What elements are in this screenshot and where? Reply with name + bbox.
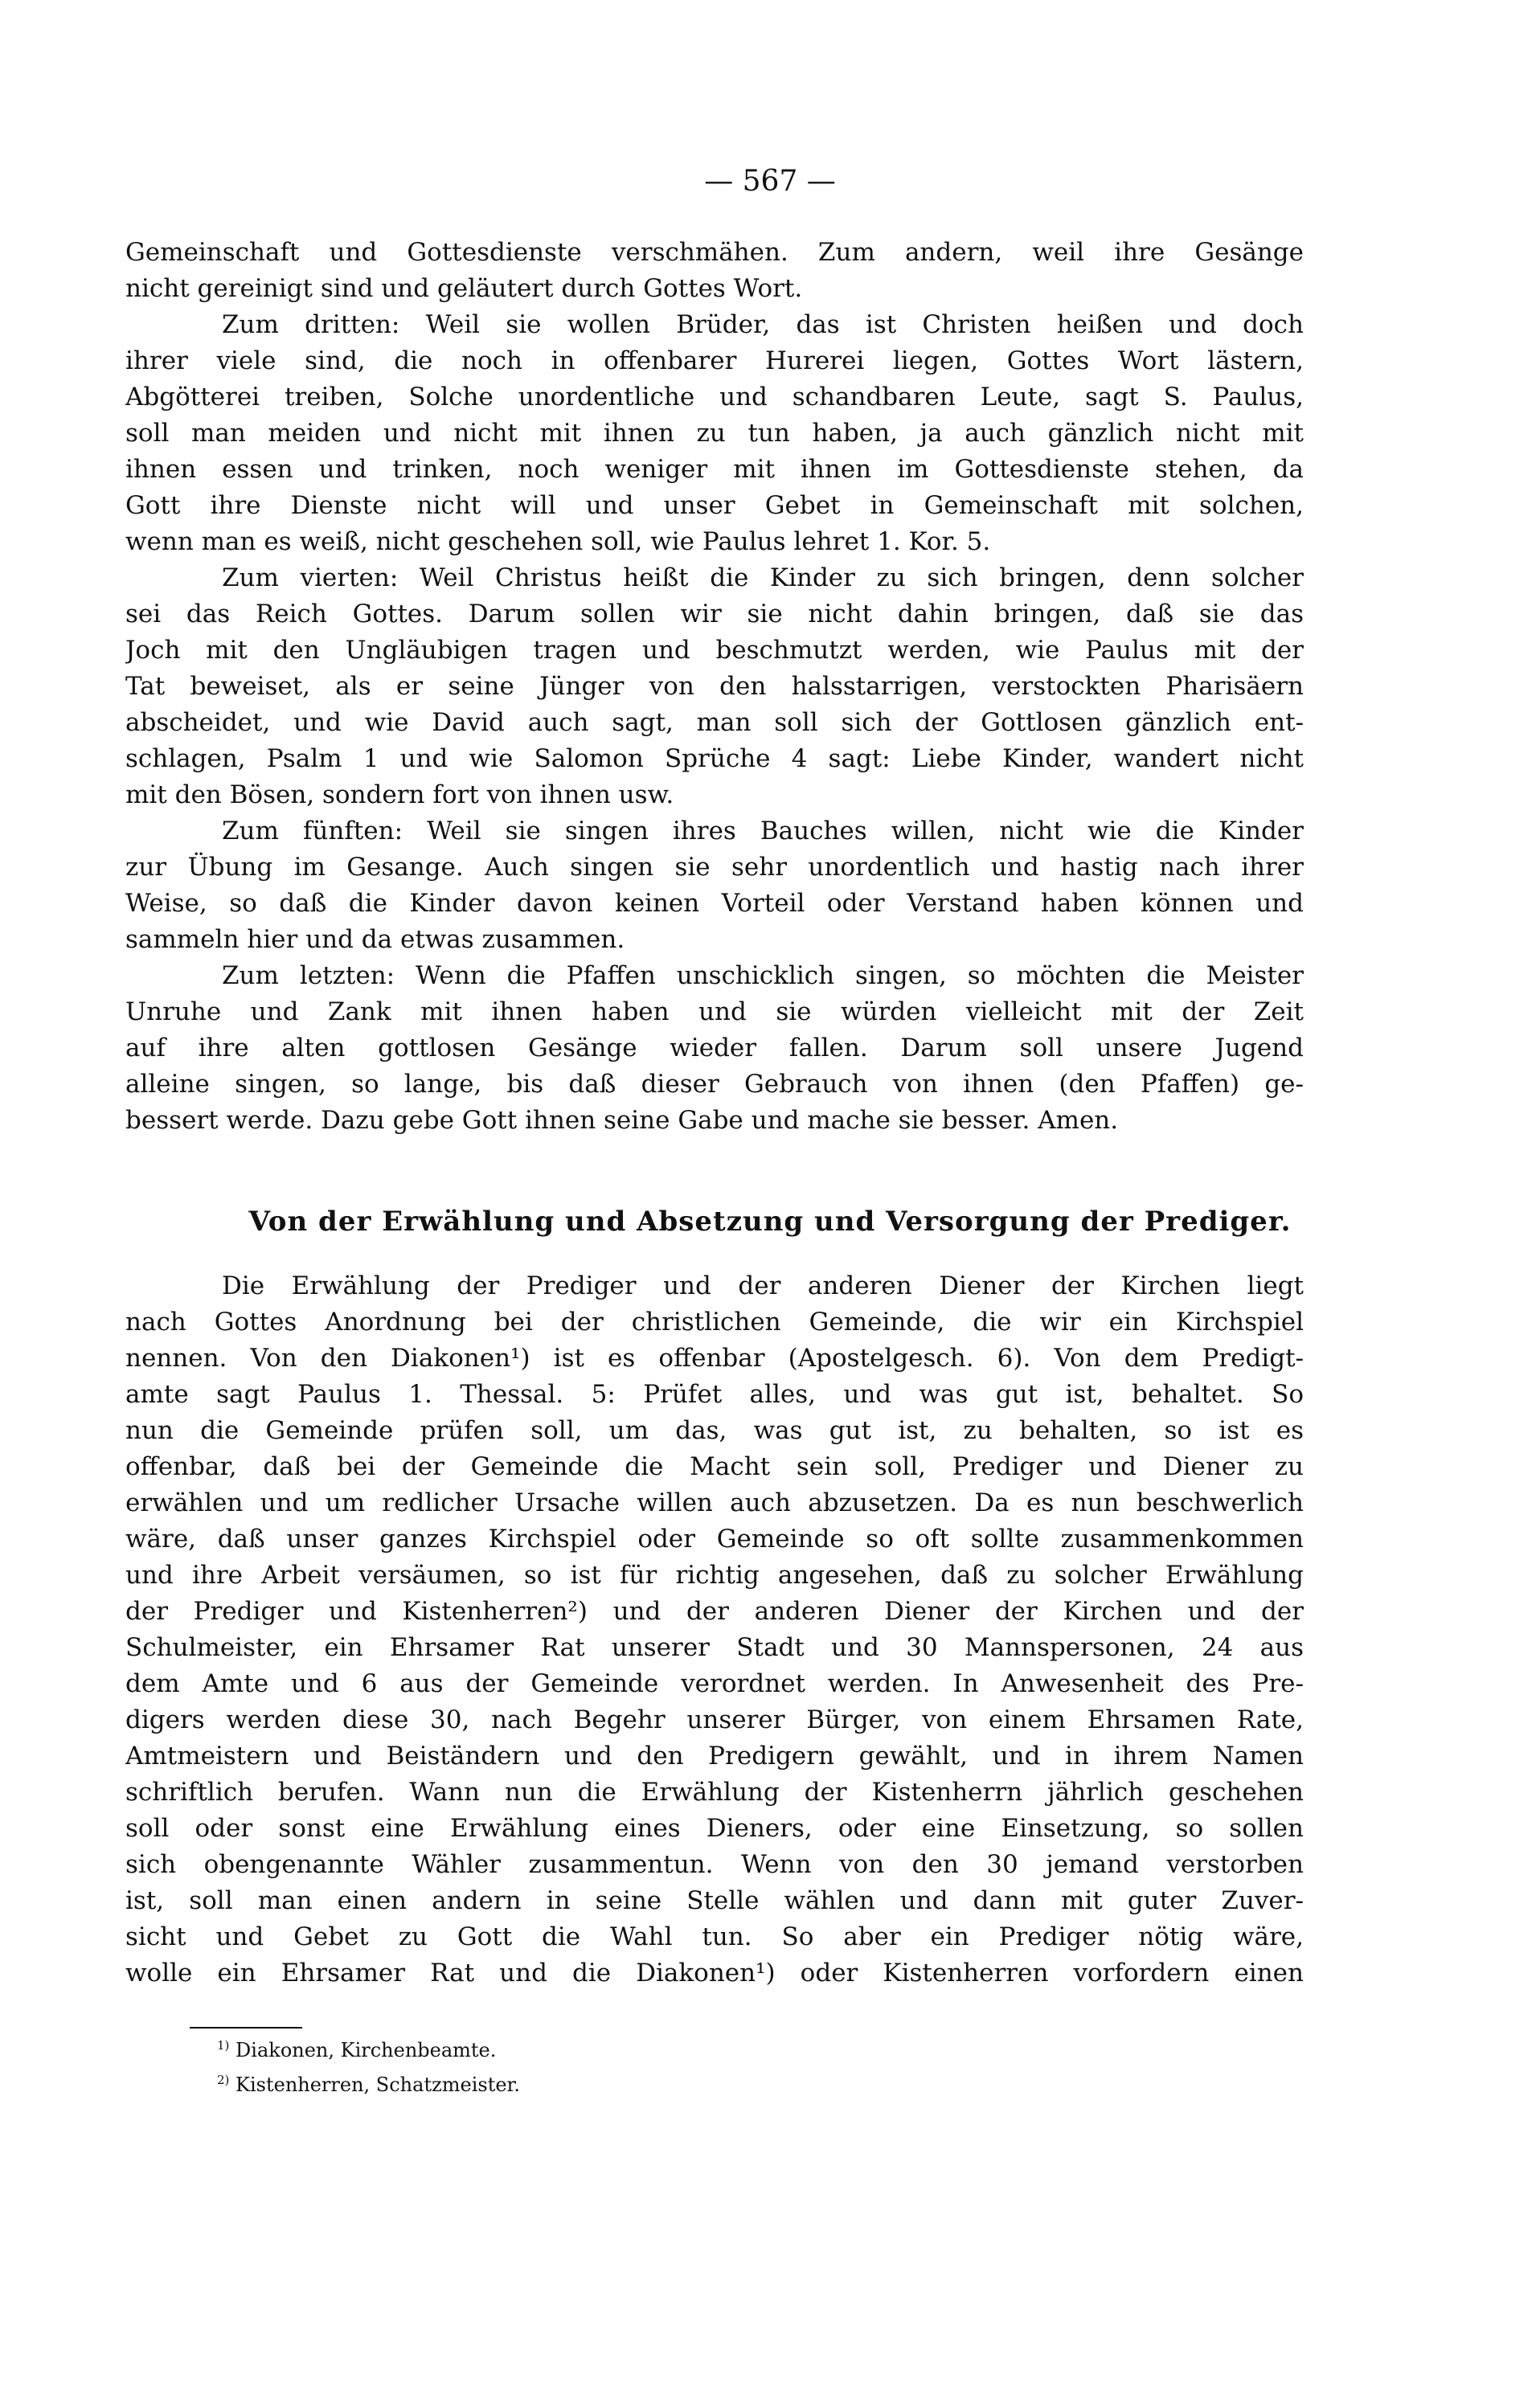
text-line: soll man meiden und nicht mit ihnen zu tun haben, ja auch gänzlich nicht mit bbox=[125, 419, 1304, 448]
section-heading: Von der Erwählung und Absetzung und Versorgung der Prediger. bbox=[248, 1206, 1292, 1238]
footnote-mark: 2) bbox=[217, 2073, 230, 2087]
text-line: ist, soll man einen andern in seine Stelle wählen und dann mit guter Zuver- bbox=[125, 1886, 1304, 1915]
text-line: Weise, so daß die Kinder davon keinen Vorteil oder Verstand haben können und bbox=[125, 889, 1304, 918]
text-line: sammeln hier und da etwas zusammen. bbox=[125, 925, 625, 954]
paragraph bbox=[125, 958, 1304, 1139]
footnote-mark: 1) bbox=[217, 2038, 230, 2053]
text-line: amte sagt Paulus 1. Thessal. 5: Prüfet alles, und was gut ist, behaltet. So bbox=[125, 1380, 1304, 1409]
footnote-text: Kistenherren, Schatzmeister. bbox=[236, 2074, 520, 2096]
text-line: wenn man es weiß, nicht geschehen soll, wie Paulus lehret 1. Kor. 5. bbox=[125, 527, 991, 556]
footnote-text: Diakonen, Kirchenbeamte. bbox=[236, 2039, 497, 2061]
text-line: sei das Reich Gottes. Darum sollen wir sie nicht dahin bringen, daß sie das bbox=[125, 600, 1304, 628]
text-line: auf ihre alten gottlosen Gesänge wieder fallen. Darum soll unsere Jugend bbox=[125, 1034, 1304, 1062]
text-line: zur Übung im Gesange. Auch singen sie sehr unordentlich und hastig nach ihrer bbox=[125, 853, 1304, 882]
text-line: mit den Bösen, sondern fort von ihnen usw. bbox=[125, 780, 674, 809]
text-line: wolle ein Ehrsamer Rat und die Diakonen¹) oder Kistenherren vorfordern einen bbox=[125, 1959, 1304, 1988]
text-line: nicht gereinigt sind und geläutert durch Gottes Wort. bbox=[125, 274, 803, 303]
text-line: Amtmeistern und Beiständern und den Predigern gewählt, und in ihrem Namen bbox=[125, 1742, 1304, 1771]
text-line: Tat beweiset, als er seine Jünger von den halsstarrigen, verstockten Pharisäern bbox=[125, 672, 1304, 701]
paragraph bbox=[125, 560, 1304, 813]
text-line: und ihre Arbeit versäumen, so ist für richtig angesehen, daß zu solcher Erwählung bbox=[125, 1561, 1304, 1590]
paragraph bbox=[125, 813, 1304, 958]
text-line: nun die Gemeinde prüfen soll, um das, was gut ist, zu behalten, so ist es bbox=[125, 1416, 1304, 1445]
text-line: bessert werde. Dazu gebe Gott ihnen seine Gabe und mache sie besser. Amen. bbox=[125, 1106, 1119, 1135]
section-2-body bbox=[125, 1268, 1304, 1992]
text-line: Gemeinschaft und Gottesdienste verschmähen. Zum andern, weil ihre Gesänge bbox=[125, 238, 1304, 267]
paragraph bbox=[125, 307, 1304, 560]
page-number: — 567 — bbox=[704, 165, 836, 198]
text-line: Schulmeister, ein Ehrsamer Rat unserer Stadt und 30 Mannspersonen, 24 aus bbox=[125, 1633, 1304, 1662]
text-line: Joch mit den Ungläubigen tragen und beschmutzt werden, wie Paulus mit der bbox=[125, 636, 1304, 665]
text-line: Zum fünften: Weil sie singen ihres Bauches willen, nicht wie die Kinder bbox=[222, 817, 1304, 845]
text-line: erwählen und um redlicher Ursache willen auch abzusetzen. Da es nun beschwerlich bbox=[125, 1488, 1304, 1517]
text-line: nennen. Von den Diakonen¹) ist es offenbar (Apostelgesch. 6). Von dem Predigt- bbox=[125, 1344, 1304, 1373]
footnote-1 bbox=[217, 2033, 496, 2062]
footnote-rule bbox=[190, 2027, 302, 2029]
text-line: Abgötterei treiben, Solche unordentliche und schandbaren Leute, sagt S. Paulus, bbox=[125, 383, 1304, 411]
text-line: ihrer viele sind, die noch in offenbarer Hurerei liegen, Gottes Wort lästern, bbox=[125, 346, 1304, 375]
text-line: Zum dritten: Weil sie wollen Brüder, das ist Christen heißen und doch bbox=[222, 310, 1304, 339]
text-line: Zum vierten: Weil Christus heißt die Kinder zu sich bringen, denn solcher bbox=[222, 563, 1304, 592]
text-line: wäre, daß unser ganzes Kirchspiel oder Gemeinde so oft sollte zusammenkommen bbox=[125, 1525, 1304, 1554]
text-line: ihnen essen und trinken, noch weniger mit ihnen im Gottesdienste stehen, da bbox=[125, 455, 1304, 484]
text-line: nach Gottes Anordnung bei der christlichen Gemeinde, die wir ein Kirchspiel bbox=[125, 1308, 1304, 1337]
text-line: soll oder sonst eine Erwählung eines Dieners, oder eine Einsetzung, so sollen bbox=[125, 1814, 1304, 1843]
text-line: Zum letzten: Wenn die Pfaffen unschicklich singen, so möchten die Meister bbox=[222, 961, 1304, 990]
text-line: Unruhe und Zank mit ihnen haben und sie würden vielleicht mit der Zeit bbox=[125, 997, 1304, 1026]
text-line: schlagen, Psalm 1 und wie Salomon Sprüche 4 sagt: Liebe Kinder, wandert nicht bbox=[125, 744, 1304, 773]
text-line: schriftlich berufen. Wann nun die Erwählung der Kistenherrn jährlich geschehen bbox=[125, 1778, 1304, 1807]
text-line: digers werden diese 30, nach Begehr unserer Bürger, von einem Ehrsamen Rate, bbox=[125, 1705, 1304, 1734]
text-line: abscheidet, und wie David auch sagt, man soll sich der Gottlosen gänzlich ent- bbox=[125, 708, 1304, 737]
section-1-body bbox=[125, 235, 1304, 1139]
paragraph bbox=[125, 235, 1304, 307]
text-line: offenbar, daß bei der Gemeinde die Macht sein soll, Prediger und Diener zu bbox=[125, 1452, 1304, 1481]
text-line: alleine singen, so lange, bis daß dieser Gebrauch von ihnen (den Pfaffen) ge- bbox=[125, 1070, 1304, 1099]
text-line: sich obengenannte Wähler zusammentun. Wenn von den 30 jemand verstorben bbox=[125, 1850, 1304, 1879]
footnote-2 bbox=[217, 2068, 520, 2097]
text-line: Gott ihre Dienste nicht will und unser Gebet in Gemeinschaft mit solchen, bbox=[125, 491, 1304, 520]
text-line: dem Amte und 6 aus der Gemeinde verordnet werden. In Anwesenheit des Pre- bbox=[125, 1669, 1304, 1698]
paragraph bbox=[125, 1268, 1304, 1992]
text-line: Die Erwählung der Prediger und der anderen Diener der Kirchen liegt bbox=[222, 1271, 1304, 1300]
text-line: der Prediger und Kistenherren²) und der anderen Diener der Kirchen und der bbox=[125, 1597, 1304, 1626]
text-line: sicht und Gebet zu Gott die Wahl tun. So aber ein Prediger nötig wäre, bbox=[125, 1922, 1304, 1951]
